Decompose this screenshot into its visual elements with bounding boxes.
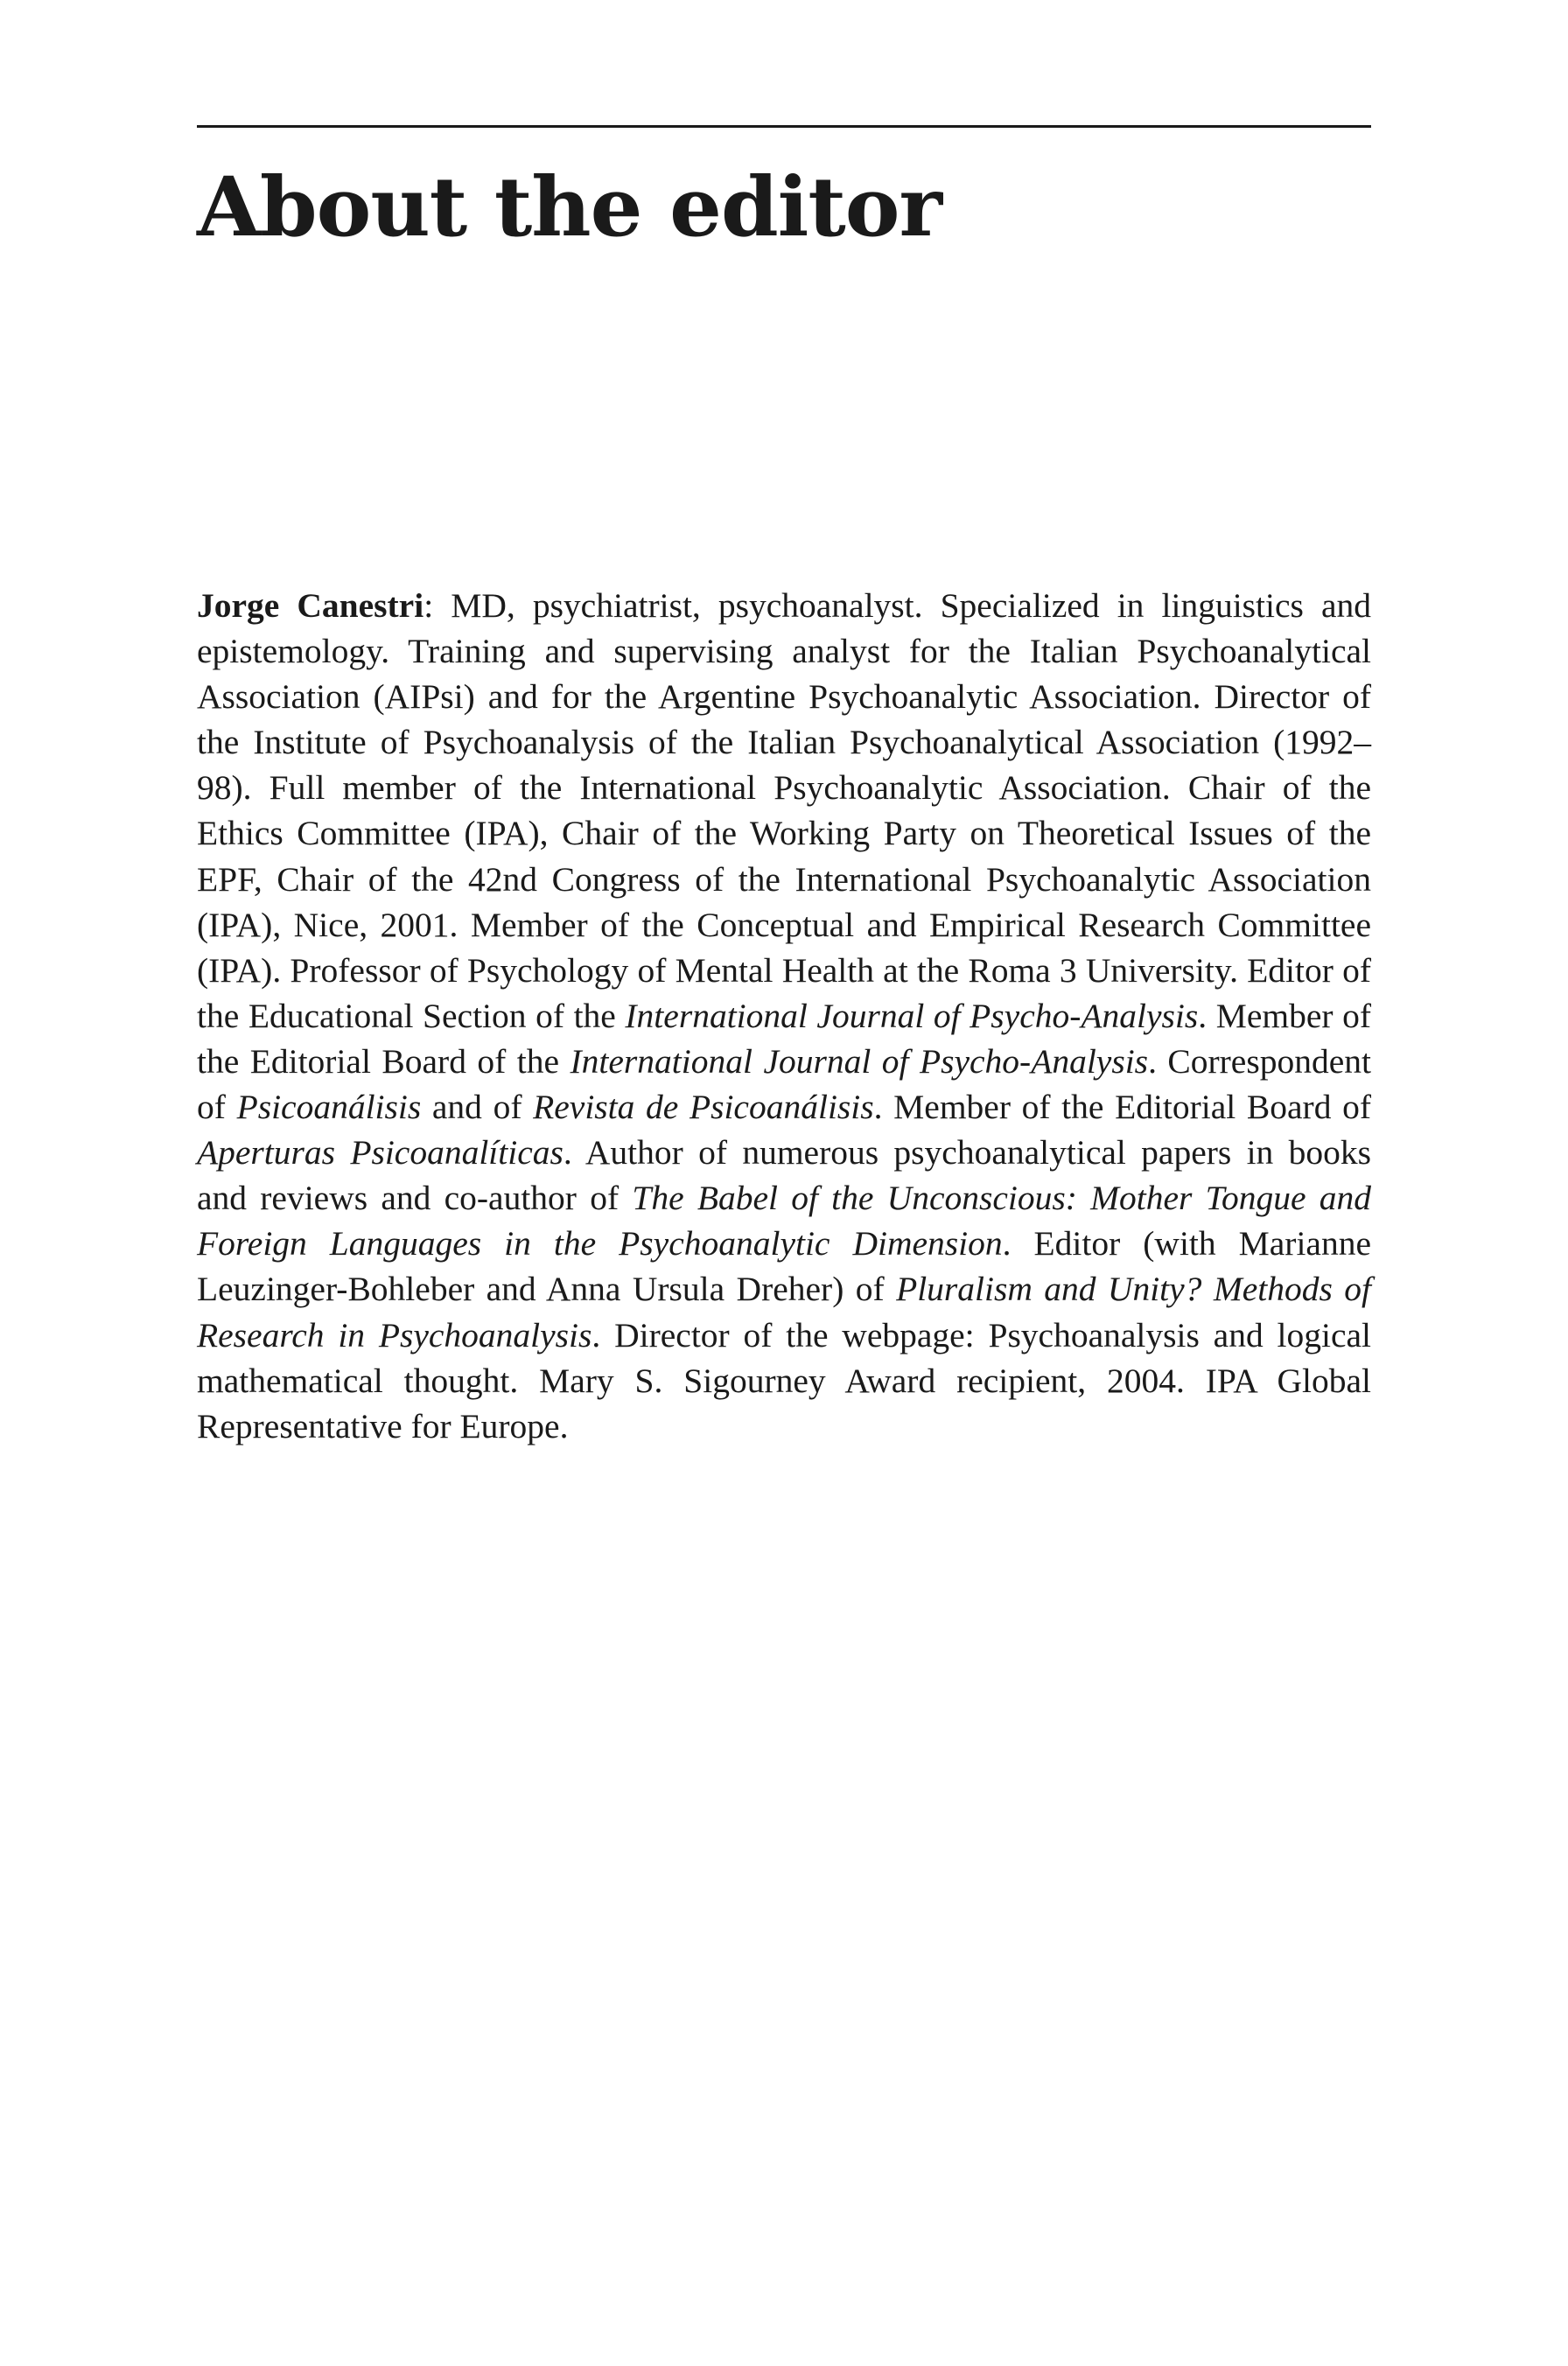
journal-title-1: International Journal of Psycho-Analysis xyxy=(625,996,1199,1035)
journal-title-5: Aperturas Psicoanalíticas xyxy=(197,1133,564,1172)
bio-text-6: . Author of numerous psychoanalytical papers in books and reviews and co-author of xyxy=(197,1133,1371,1218)
journal-title-4: Revista de Psicoanálisis xyxy=(533,1088,874,1127)
chapter-title: About the editor xyxy=(197,159,942,256)
top-rule-divider xyxy=(197,125,1371,128)
bio-text-8: . Director of the webpage: Psychoanalysis and logical mathematical thought. Mary S. Sigourney Award recipient, 2004. IPA Global Representative for Europe. xyxy=(197,1315,1372,1446)
editor-bio-paragraph xyxy=(197,583,1371,1449)
bio-text-3: . Correspondent of xyxy=(197,1041,1371,1127)
book-title-1: The Babel of the Unconscious: Mother Tongue and Foreign Languages in the Psychoanalytic Dimension xyxy=(197,1179,1372,1264)
bio-text-7: . Editor (with Marianne Leuzinger-Bohleber and Anna Ursula Dreher) of xyxy=(197,1224,1371,1309)
book-title-2: Pluralism and Unity? Methods of Research in Psychoanalysis xyxy=(197,1270,1371,1354)
journal-title-3: Psicoanálisis xyxy=(236,1088,422,1127)
bio-text-4: and of xyxy=(421,1088,534,1127)
editor-name: Jorge Canestri xyxy=(197,586,424,625)
bio-text-5: . Member of the Editorial Board of xyxy=(873,1088,1372,1127)
bio-text-1: : MD, psychiatrist, psychoanalyst. Specialized in linguistics and epistemology. Training and supervising analyst for the Italian Psychoanalytical Association (AIPsi) and for the Argentine Psychoanalytic Association. Director of the Institute of Psychoanalysis of the Italian Psychoanalytical Association (1992–98). Full member of the International Psychoanalytic Association. Chair of the Ethics Committee (IPA), Chair of the Working Party on Theoretical Issues of the EPF, Chair of the 42nd Congress of the International Psychoanalytic Association (IPA), Nice, 2001. Member of the Conceptual and Empirical Research Committee (IPA). Professor of Psychology of Mental Health at the Roma 3 University. Editor of the Educational Section of the xyxy=(197,586,1371,1035)
bio-text-2: . Member of the Editorial Board of the xyxy=(197,996,1371,1081)
journal-title-2: International Journal of Psycho-Analysis xyxy=(570,1041,1149,1081)
